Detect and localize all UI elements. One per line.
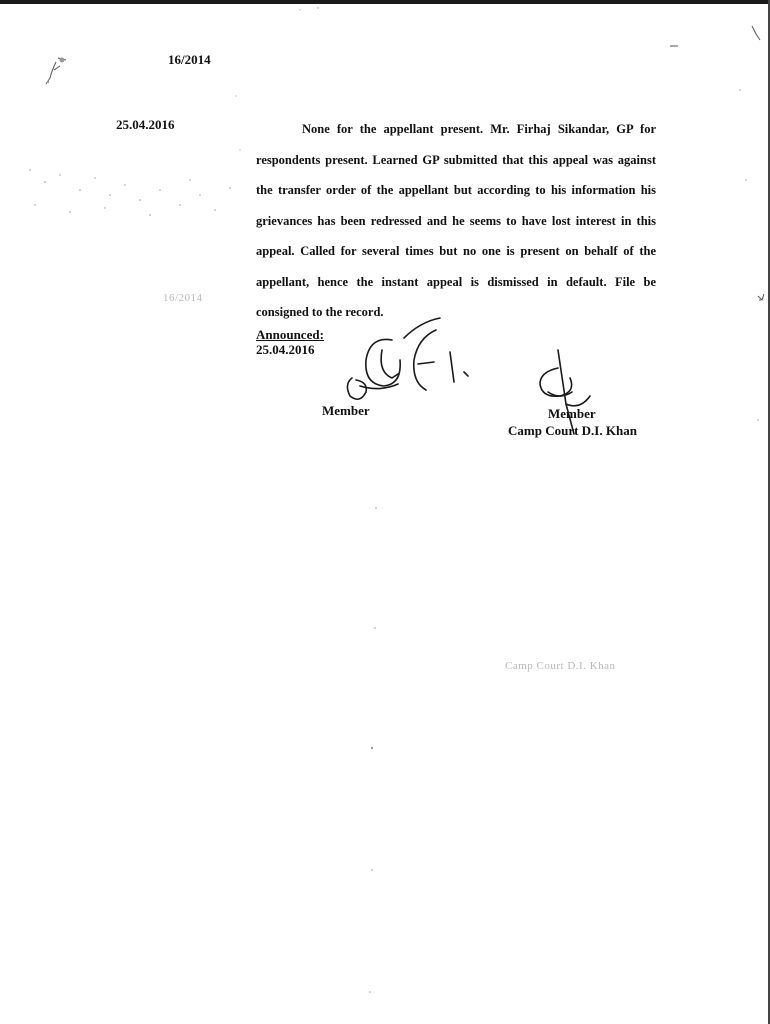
faded-court-stamp: Camp Court D.I. Khan — [505, 660, 616, 672]
hearing-date: 25.04.2016 — [116, 117, 175, 132]
member-left-label: Member — [322, 403, 370, 418]
signature-left-icon — [347, 318, 468, 399]
staple-mark-icon — [46, 58, 66, 85]
order-text: None for the appellant present. Mr. Firhaj Sikandar, GP for respondents present. Learned GP submitted that this appeal was against the transfer order of the appellant but according to his information his grievances has been redressed and he seems to have lost interest in this appeal. Called for several times but no one is present on behalf of the appellant, hence the instant appeal is dismissed in default. File be consigned to the record. — [256, 122, 656, 319]
member-right-label: Member — [548, 406, 596, 421]
announced-date: 25.04.2016 — [256, 342, 315, 357]
case-number: 16/2014 — [168, 52, 211, 67]
announced-label: Announced: — [256, 327, 324, 342]
faded-case-stamp: 16/2014 — [163, 292, 203, 304]
court-label: Camp Court D.I. Khan — [508, 423, 637, 438]
